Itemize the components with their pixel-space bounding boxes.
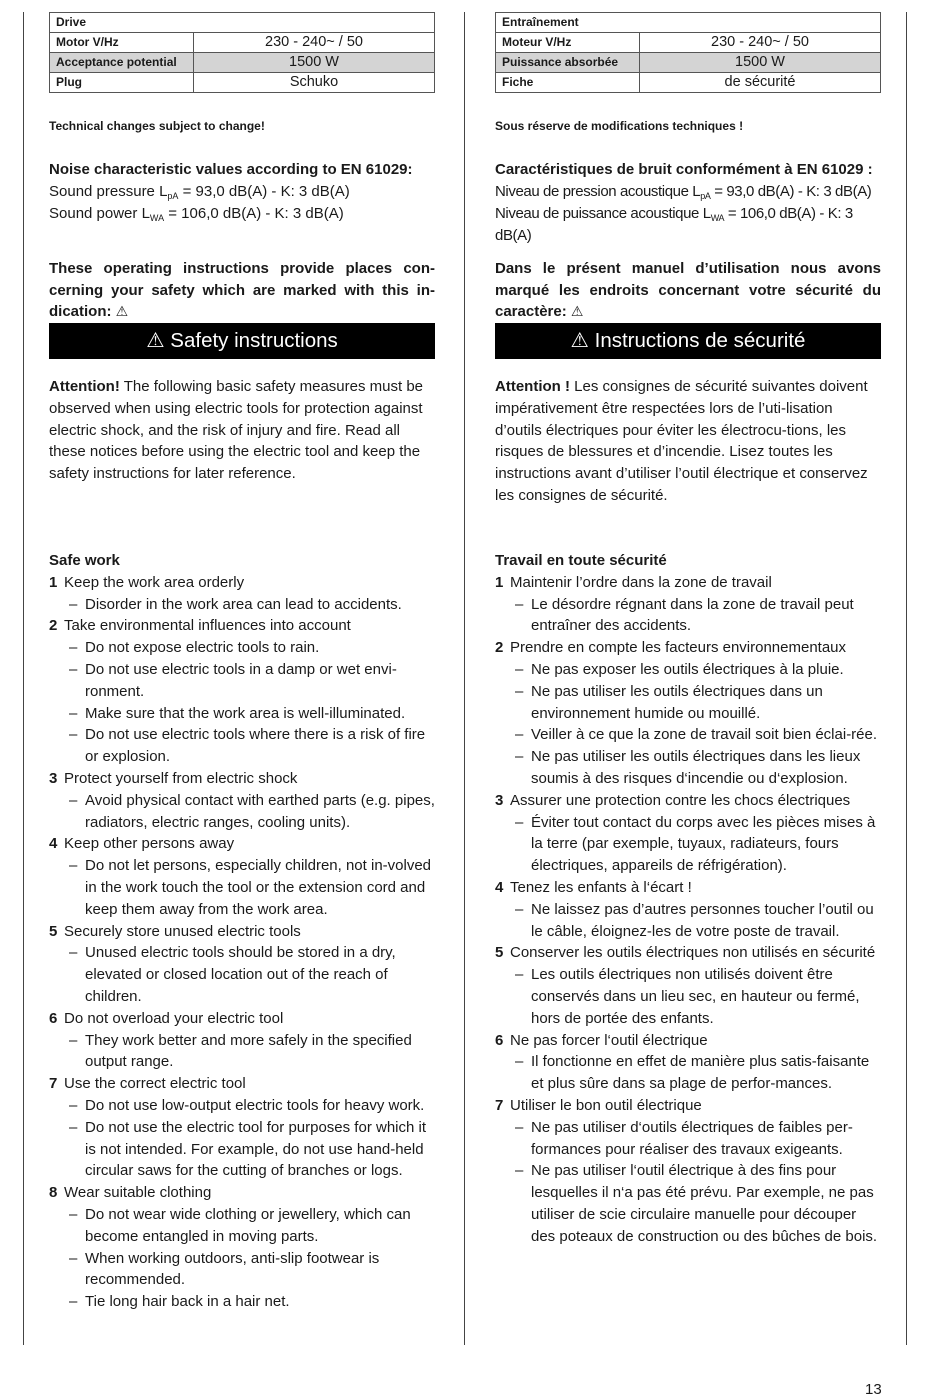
section-title <box>495 637 881 659</box>
section-title <box>49 1008 435 1030</box>
section-title-text: Maintenir l’ordre dans la zone de travail <box>510 573 772 591</box>
section-number: 2 <box>495 639 504 657</box>
safe-work-heading: Safe work <box>49 552 120 569</box>
section-title-text: Take environmental influences into account <box>64 617 351 635</box>
attention-paragraph <box>495 376 881 507</box>
tech-note: Technical changes subject to change! <box>49 119 265 133</box>
spec-table <box>49 12 435 93</box>
banner-title: Safety instructions <box>170 329 338 352</box>
noise-heading: Noise characteristic values according to EN 61029: <box>49 161 413 178</box>
marked-text: Dans le présent manuel d’utilisation nous avons marqué les endroits concernant votre sécurité du caractère: <box>495 260 881 321</box>
noise-values <box>495 159 881 247</box>
section-title-text: Utiliser le bon outil électrique <box>510 1096 702 1114</box>
list-item-text: When working outdoors, anti-slip footwear is recommended. <box>85 1249 380 1289</box>
section-title-text: Securely store unused electric tools <box>64 922 301 940</box>
section-number: 4 <box>495 878 504 896</box>
section-title <box>495 790 881 812</box>
list-item-text: Ne pas utiliser l‘outil électrique à des fins pour lesquelles il n‘a pas été prévu. Par exemple, ne pas utiliser de scie circulaire manuelle pour découper des poteaux de construction ou des bûches de bois. <box>531 1162 878 1245</box>
spec-value: de sécurité <box>640 73 881 93</box>
dash-bullet: – <box>515 595 524 613</box>
dash-bullet: – <box>69 1293 78 1311</box>
noise-power-sub: WA <box>710 213 725 223</box>
dash-bullet: – <box>69 944 78 962</box>
list-item-text: Il fonctionne en effet de manière plus satis-faisante et plus sûre dans sa plage de perfor-mances. <box>531 1053 870 1093</box>
dash-bullet: – <box>69 1096 78 1114</box>
spec-label: Moteur V/Hz <box>496 33 640 53</box>
safe-work-heading: Travail en toute sécurité <box>495 552 667 569</box>
list-item-text: Veiller à ce que la zone de travail soit bien éclai-rée. <box>531 726 878 744</box>
dash-bullet: – <box>69 1249 78 1267</box>
spec-label: Entraînement <box>496 13 881 33</box>
dash-bullet: – <box>515 748 524 766</box>
right-margin-rule <box>906 12 907 1345</box>
list-item <box>49 1030 435 1074</box>
spec-table <box>495 12 881 93</box>
list-item <box>49 942 435 1007</box>
warning-icon: ⚠ <box>115 303 129 320</box>
spec-label: Fiche <box>496 73 640 93</box>
dash-bullet: – <box>69 595 78 613</box>
dash-bullet: – <box>515 813 524 831</box>
noise-pressure-value: = 93,0 dB(A) - K: 3 dB(A) <box>710 183 872 200</box>
spec-row <box>496 73 881 93</box>
marked-text: These operating instructions provide places con-cerning your safety which are marked with this in-dication: <box>49 260 435 321</box>
list-item <box>495 746 881 790</box>
safety-banner <box>495 323 881 359</box>
warning-icon: ⚠ <box>570 329 589 352</box>
list-item <box>495 964 881 1029</box>
section-title-text: Use the correct electric tool <box>64 1075 246 1093</box>
attention-text: The following basic safety measures must be observed when using electric tools for protection against electric shock, and the risk of injury and fire. Read all these notices before using the electric tool and keep the safety instructions for later reference. <box>49 378 424 483</box>
list-item <box>49 594 435 616</box>
dash-bullet: – <box>515 1053 524 1071</box>
list-item-text: Do not expose electric tools to rain. <box>85 639 320 657</box>
list-item <box>49 855 435 920</box>
tech-note: Sous réserve de modifications techniques ! <box>495 119 744 133</box>
noise-pressure-value: = 93,0 dB(A) - K: 3 dB(A) <box>178 183 350 200</box>
dash-bullet: – <box>515 726 524 744</box>
noise-pressure-label: Sound pressure L <box>49 183 168 200</box>
list-item <box>495 659 881 681</box>
list-item-text: Do not wear wide clothing or jewellery, which can become entangled in moving parts. <box>85 1205 411 1245</box>
section-title-text: Conserver les outils électriques non utilisés en sécurité <box>510 944 876 962</box>
list-item <box>49 1117 435 1182</box>
list-item-text: Tie long hair back in a hair net. <box>85 1293 290 1311</box>
section-title <box>495 1030 881 1052</box>
noise-pressure <box>49 181 435 203</box>
list-item-text: Ne pas utiliser les outils électriques dans un environnement humide ou mouillé. <box>531 682 823 722</box>
spec-label: Puissance absorbée <box>496 53 640 73</box>
english-column <box>49 12 435 1311</box>
dash-bullet: – <box>515 966 524 984</box>
list-item-text: Ne pas utiliser d‘outils électriques de faibles per-formances pour réaliser des travaux exigeants. <box>531 1118 853 1158</box>
spec-value: 230 - 240~ / 50 <box>194 33 435 53</box>
noise-values <box>49 159 435 225</box>
spec-row <box>496 33 881 53</box>
attention-label: Attention ! <box>495 378 570 395</box>
section-number: 1 <box>49 573 58 591</box>
noise-pressure-sub: pA <box>167 191 179 201</box>
dash-bullet: – <box>69 1031 78 1049</box>
list-item-text: Les outils électriques non utilisés doivent être conservés dans un lieu sec, en hauteur ou fermé, hors de portée des enfants. <box>531 966 860 1027</box>
dash-bullet: – <box>69 726 78 744</box>
list-item-text: Do not use electric tools in a damp or wet envi-ronment. <box>85 660 397 700</box>
list-item <box>495 812 881 877</box>
noise-pressure <box>495 181 881 203</box>
noise-power-label: Niveau de puissance acoustique L <box>495 205 711 222</box>
spec-row <box>50 13 435 33</box>
section-number: 5 <box>49 922 58 940</box>
center-rule <box>464 12 465 1345</box>
noise-power <box>495 203 881 247</box>
list-item-text: Avoid physical contact with earthed parts (e.g. pipes, radiators, electric ranges, cooling units). <box>85 791 435 831</box>
noise-power-label: Sound power L <box>49 205 150 222</box>
spec-value: Schuko <box>194 73 435 93</box>
list-item-text: Make sure that the work area is well-illuminated. <box>85 704 406 722</box>
section-title-text: Keep other persons away <box>64 835 235 853</box>
spec-label: Drive <box>50 13 435 33</box>
list-item <box>495 724 881 746</box>
noise-power <box>49 203 435 225</box>
attention-paragraph <box>49 376 435 485</box>
spec-label: Plug <box>50 73 194 93</box>
list-item-text: They work better and more safely in the specified output range. <box>85 1031 412 1071</box>
section-title <box>49 768 435 790</box>
attention-label: Attention! <box>49 378 120 395</box>
section-number: 8 <box>49 1184 58 1202</box>
dash-bullet: – <box>69 660 78 678</box>
spec-label: Acceptance potential <box>50 53 194 73</box>
section-title <box>49 833 435 855</box>
noise-power-value: = 106,0 dB(A) - K: 3 dB(A) <box>164 205 344 222</box>
dash-bullet: – <box>69 791 78 809</box>
list-item <box>49 790 435 834</box>
noise-pressure-sub: pA <box>700 191 711 201</box>
noise-heading: Caractéristiques de bruit conformément à EN 61029 : <box>495 161 873 178</box>
noise-pressure-label: Niveau de pression acoustique L <box>495 183 701 200</box>
dash-bullet: – <box>69 639 78 657</box>
section-title <box>495 572 881 594</box>
dash-bullet: – <box>69 1205 78 1223</box>
list-item-text: Éviter tout contact du corps avec les pièces mises à la terre (par exemple, tuyaux, radiateurs, fours électriques, appareils de réfrigération). <box>531 813 876 875</box>
noise-power-sub: WA <box>149 213 165 223</box>
marked-note <box>495 258 881 323</box>
spec-row <box>50 73 435 93</box>
list-item <box>49 724 435 768</box>
list-item <box>49 659 435 703</box>
dash-bullet: – <box>69 1118 78 1136</box>
list-item-text: Ne laissez pas d’autres personnes toucher l’outil ou le câble, éloignez-les de votre poste de travail. <box>531 900 874 940</box>
safe-work-list <box>495 550 881 1248</box>
section-title-text: Keep the work area orderly <box>64 573 245 591</box>
list-item <box>49 1248 435 1292</box>
section-number: 7 <box>49 1075 58 1093</box>
section-number: 5 <box>495 944 504 962</box>
section-title <box>49 1073 435 1095</box>
section-title-text: Tenez les enfants à l‘écart ! <box>510 878 692 896</box>
section-number: 3 <box>49 769 58 787</box>
section-title <box>495 1095 881 1117</box>
warning-icon: ⚠ <box>570 303 584 320</box>
spec-value: 230 - 240~ / 50 <box>640 33 881 53</box>
spec-value: 1500 W <box>640 53 881 73</box>
section-title-text: Do not overload your electric tool <box>64 1009 284 1027</box>
section-title-text: Prendre en compte les facteurs environnementaux <box>510 639 847 657</box>
section-title <box>495 877 881 899</box>
list-item <box>495 681 881 725</box>
section-number: 6 <box>495 1031 504 1049</box>
section-title <box>49 1182 435 1204</box>
list-item-text: Do not use electric tools where there is a risk of fire or explosion. <box>85 726 426 766</box>
dash-bullet: – <box>69 704 78 722</box>
list-item <box>49 703 435 725</box>
list-item-text: Disorder in the work area can lead to accidents. <box>85 595 402 613</box>
list-item <box>495 1051 881 1095</box>
list-item-text: Ne pas utiliser les outils électriques dans les lieux soumis à des risques d‘incendie ou d‘explosion. <box>531 748 861 787</box>
section-title <box>495 942 881 964</box>
section-title-text: Protect yourself from electric shock <box>64 769 298 787</box>
section-title-text: Wear suitable clothing <box>64 1184 212 1202</box>
section-title <box>49 921 435 943</box>
dash-bullet: – <box>69 857 78 875</box>
dash-bullet: – <box>515 1162 524 1180</box>
list-item-text: Ne pas exposer les outils électriques à la pluie. <box>531 660 844 678</box>
list-item-text: Le désordre régnant dans la zone de travail peut entraîner des accidents. <box>531 595 854 635</box>
warning-icon: ⚠ <box>146 329 165 352</box>
section-number: 3 <box>495 791 504 809</box>
noise-power-value: = 106,0 dB(A) - K: 3 dB(A) <box>495 205 853 244</box>
section-title-text: Assurer une protection contre les chocs électriques <box>510 791 851 809</box>
list-item <box>495 594 881 638</box>
list-item <box>495 1160 881 1247</box>
french-column <box>495 12 881 1245</box>
banner-title: Instructions de sécurité <box>594 329 806 352</box>
section-title <box>49 572 435 594</box>
list-item <box>495 1117 881 1161</box>
dash-bullet: – <box>515 900 524 918</box>
dash-bullet: – <box>515 660 524 678</box>
attention-text: Les consignes de sécurité suivantes doivent impérativement être respectées lors de l’uti-lisation d’outils électriques pour éviter les électrocu-tions, les risques de blessures et d’incendie. Lisez toutes les instructions avant d’utiliser l’outil électrique et conservez les consignes de sécurité. <box>495 378 868 504</box>
spec-row <box>50 53 435 73</box>
section-number: 2 <box>49 617 58 635</box>
spec-row <box>496 13 881 33</box>
spec-row <box>50 33 435 53</box>
section-number: 7 <box>495 1096 504 1114</box>
section-number: 4 <box>49 835 58 853</box>
dash-bullet: – <box>515 682 524 700</box>
list-item-text: Do not use the electric tool for purposes for which it is not intended. For example, do not use hand-held circular saws for the cutting of branches or logs. <box>85 1118 427 1180</box>
list-item <box>495 899 881 943</box>
list-item <box>49 1291 435 1313</box>
safety-banner <box>49 323 435 359</box>
section-title-text: Ne pas forcer l‘outil électrique <box>510 1031 708 1049</box>
spec-row <box>496 53 881 73</box>
marked-note <box>49 258 435 323</box>
spec-value: 1500 W <box>194 53 435 73</box>
list-item-text: Do not use low-output electric tools for heavy work. <box>85 1096 425 1114</box>
list-item <box>49 637 435 659</box>
section-number: 6 <box>49 1009 58 1027</box>
safe-work-list <box>49 550 435 1313</box>
list-item-text: Unused electric tools should be stored in a dry, elevated or closed location out of the reach of children. <box>85 944 396 1005</box>
left-margin-rule <box>23 12 24 1345</box>
section-number: 1 <box>495 573 504 591</box>
list-item-text: Do not let persons, especially children, not in-volved in the work touch the tool or the extension cord and keep them away from the work area. <box>85 857 432 918</box>
list-item <box>49 1204 435 1248</box>
dash-bullet: – <box>515 1118 524 1136</box>
spec-label: Motor V/Hz <box>50 33 194 53</box>
page-number: 13 <box>865 1381 882 1398</box>
list-item <box>49 1095 435 1117</box>
section-title <box>49 615 435 637</box>
